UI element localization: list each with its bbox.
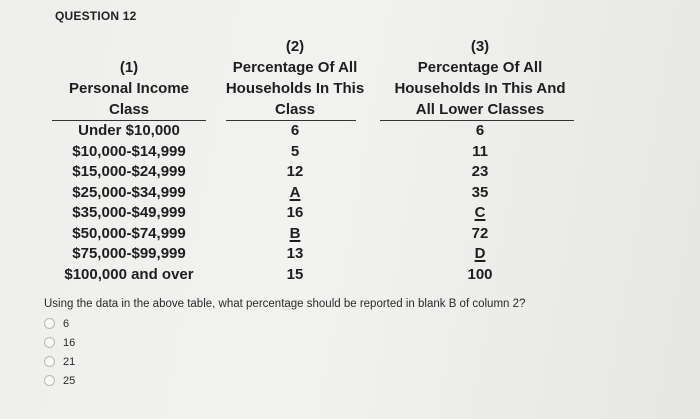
header-line: (1): [119, 59, 139, 76]
answer-option[interactable]: [44, 352, 75, 371]
header-line: Households In This: [225, 80, 365, 97]
column-cumulative-percentage: [380, 36, 580, 285]
income-table: [50, 36, 590, 286]
table-cell: $10,000-$14,999: [72, 142, 186, 160]
table-cell: 23: [471, 163, 489, 180]
table-cell: 6: [475, 122, 485, 139]
table-cell: 35: [471, 183, 489, 201]
table-cell: 13: [286, 245, 304, 262]
radio-button[interactable]: [44, 356, 55, 367]
radio-button[interactable]: [44, 375, 55, 386]
answer-options: [44, 314, 75, 390]
blank-cell: D: [474, 245, 486, 262]
header-line: Class: [108, 101, 150, 118]
column-header: [380, 36, 580, 120]
header-line: Households In This And: [394, 80, 566, 97]
header-line: (2): [285, 38, 305, 55]
table-cell: $100,000 and over: [64, 265, 194, 283]
table-cell: $25,000-$34,999: [72, 183, 186, 201]
blank-cell: C: [474, 204, 486, 221]
header-line: Class: [274, 101, 316, 118]
blank-cell: B: [289, 224, 301, 242]
table-cell: $15,000-$24,999: [72, 163, 186, 180]
option-label: 25: [63, 374, 76, 387]
answer-option[interactable]: [44, 371, 75, 390]
header-line: All Lower Classes: [415, 101, 545, 118]
table-cell: 16: [286, 204, 304, 221]
answer-option[interactable]: [44, 314, 75, 333]
table-cell: Under $10,000: [78, 122, 180, 139]
table-cell: 11: [472, 142, 488, 160]
blank-cell: A: [289, 183, 301, 201]
option-label: 6: [63, 317, 70, 330]
column-header: [50, 36, 208, 120]
table-cell: $35,000-$49,999: [72, 204, 186, 221]
table-cell: 15: [286, 265, 304, 283]
column-personal-income-class: [50, 36, 208, 285]
table-cell: 6: [290, 122, 300, 139]
option-label: 16: [63, 336, 76, 349]
radio-button[interactable]: [44, 337, 55, 348]
table-cell: 12: [286, 163, 304, 180]
answer-option[interactable]: [44, 333, 75, 352]
header-line: Percentage Of All: [232, 59, 358, 76]
header-line: Percentage Of All: [417, 59, 543, 76]
option-label: 21: [63, 355, 76, 368]
table-cell: $75,000-$99,999: [72, 245, 186, 262]
table-cell: 72: [471, 224, 489, 242]
column-percentage-in-class: [210, 36, 380, 285]
table-cell: $50,000-$74,999: [72, 224, 186, 242]
header-line: Personal Income: [68, 80, 190, 97]
question-prompt: Using the data in the above table, what percentage should be reported in blank B of column 2?: [44, 298, 526, 310]
column-header: [210, 36, 380, 120]
table-cell: 100: [467, 265, 493, 283]
header-line: (3): [470, 38, 490, 55]
table-cell: 5: [290, 142, 300, 160]
question-number: QUESTION 12: [55, 9, 137, 23]
radio-button[interactable]: [44, 318, 55, 329]
